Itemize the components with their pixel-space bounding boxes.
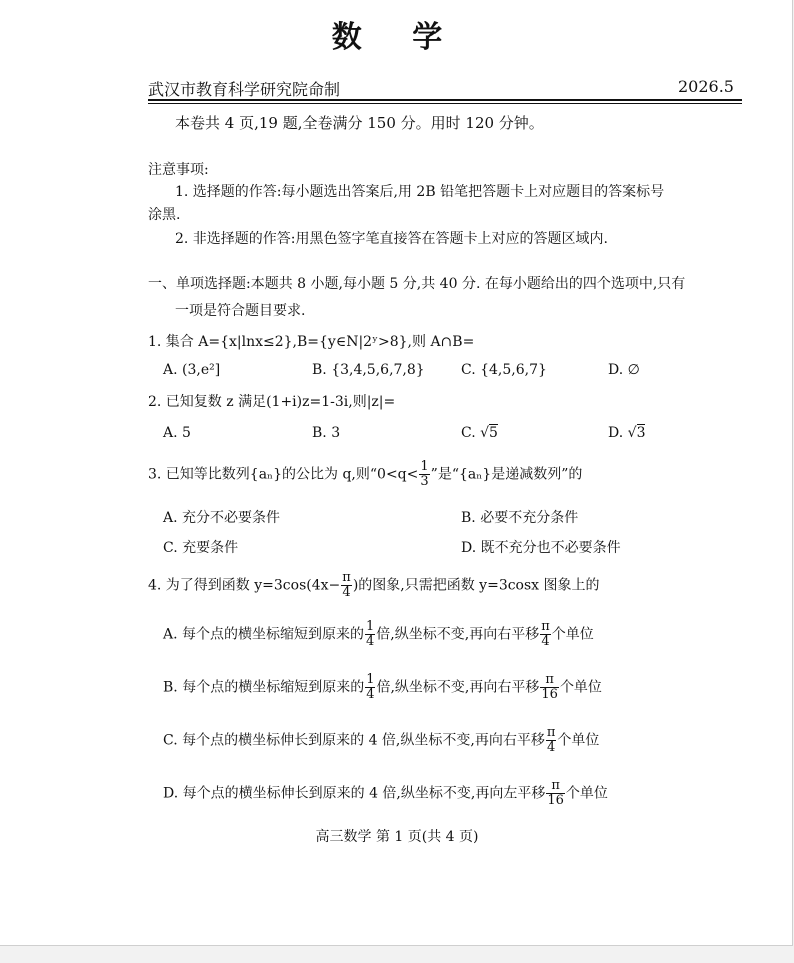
exam-date: 2026.5 <box>678 77 734 96</box>
question-2-option-a: A. 5 <box>163 425 191 441</box>
question-1-option-d: D. ∅ <box>608 362 640 378</box>
fraction: $\frac{1}{4}$ <box>366 672 375 702</box>
intro-text: 本卷共 4 页,19 题,全卷满分 150 分。用时 120 分钟。 <box>175 114 544 132</box>
radicand-c: 5 <box>489 425 498 441</box>
radical-sign-icon: √ <box>627 425 637 441</box>
question-4-option-a: A. 每个点的横坐标缩短到原来的 $\frac{1}{4}$ 倍,纵坐标不变,再向右平移 $\frac{\pi}{4}$ 个单位 <box>163 619 594 649</box>
stem-part-b: )的图象,只需把函数 y=3cosx 图象上的 <box>352 577 600 594</box>
question-4-stem <box>148 571 600 600</box>
note-1-line-1: 1. 选择题的作答:每小题选出答案后,用 2B 铅笔把答题卡上对应题目的答案标号 <box>175 184 665 200</box>
radical-sign-icon: √ <box>480 425 490 441</box>
question-2-option-c <box>461 425 498 441</box>
fraction: $\frac{\pi}{4}$ <box>546 725 556 755</box>
section-heading-line-2: 一项是符合题目要求. <box>175 303 306 319</box>
question-4-option-b: B. 每个点的横坐标缩短到原来的 $\frac{1}{4}$ 倍,纵坐标不变,再向右平移 $\frac{\pi}{16}$ 个单位 <box>163 672 602 702</box>
fraction: $\frac{1}{3}$ <box>420 459 429 489</box>
fraction: $\frac{\pi}{16}$ <box>547 778 564 808</box>
question-2-option-b: B. 3 <box>312 425 341 441</box>
notes-heading: 注意事项: <box>148 162 209 178</box>
note-1-line-2: 涂黑. <box>148 207 181 223</box>
stem-part-b: ”是“{aₙ}是递减数列”的 <box>430 466 583 483</box>
fraction: $\frac{\pi}{4}$ <box>342 570 351 600</box>
page-title: 数 学 <box>331 20 463 55</box>
question-2-stem: 2. 已知复数 z 满足(1+i)z=1-3i,则|z|= <box>148 394 396 410</box>
fraction: $\frac{\pi}{4}$ <box>541 619 550 649</box>
question-4-option-d: D. 每个点的横坐标伸长到原来的 4 倍,纵坐标不变,再向左平移 $\frac{\pi}{16}$ 个单位 <box>163 778 608 808</box>
question-2-option-d <box>608 425 645 441</box>
question-4-option-c: C. 每个点的横坐标伸长到原来的 4 倍,纵坐标不变,再向右平移 $\frac{\pi}{4}$ 个单位 <box>163 725 600 755</box>
option-c-label: C. <box>461 425 481 441</box>
question-3-stem <box>148 460 582 489</box>
header-rule-thin <box>148 103 742 104</box>
page-footer: 高三数学 第 1 页(共 4 页) <box>315 829 479 845</box>
option-d-label: D. <box>608 425 628 441</box>
question-1-option-a: A. (3,e²] <box>163 362 221 378</box>
radicand-d: 3 <box>636 425 646 441</box>
note-2: 2. 非选择题的作答:用黑色签字笔直接答在答题卡上对应的答题区域内. <box>175 231 608 247</box>
question-1-option-b: B. {3,4,5,6,7,8} <box>312 362 425 378</box>
section-heading-line-1: 一、单项选择题:本题共 8 小题,每小题 5 分,共 40 分. 在每小题给出的四个选项中,只有 <box>148 276 686 292</box>
fraction: $\frac{1}{4}$ <box>366 619 375 649</box>
issuer-label: 武汉市教育科学研究院命制 <box>148 80 341 99</box>
question-3-option-d: D. 既不充分也不必要条件 <box>461 540 621 556</box>
question-3-option-b: B. 必要不充分条件 <box>461 510 579 526</box>
stem-part-a: 3. 已知等比数列{aₙ}的公比为 q,则“0<q< <box>148 466 419 483</box>
question-1-option-c: C. {4,5,6,7} <box>461 362 547 378</box>
fraction: $\frac{\pi}{16}$ <box>541 672 558 702</box>
header-rule-thick <box>148 99 742 101</box>
question-3-option-c: C. 充要条件 <box>163 540 239 556</box>
question-1-stem: 1. 集合 A={x|lnx≤2},B={y∈N|2ʸ>8},则 A∩B= <box>148 334 475 350</box>
stem-part-a: 4. 为了得到函数 y=3cos(4x− <box>148 577 341 594</box>
question-3-option-a: A. 充分不必要条件 <box>163 510 281 526</box>
